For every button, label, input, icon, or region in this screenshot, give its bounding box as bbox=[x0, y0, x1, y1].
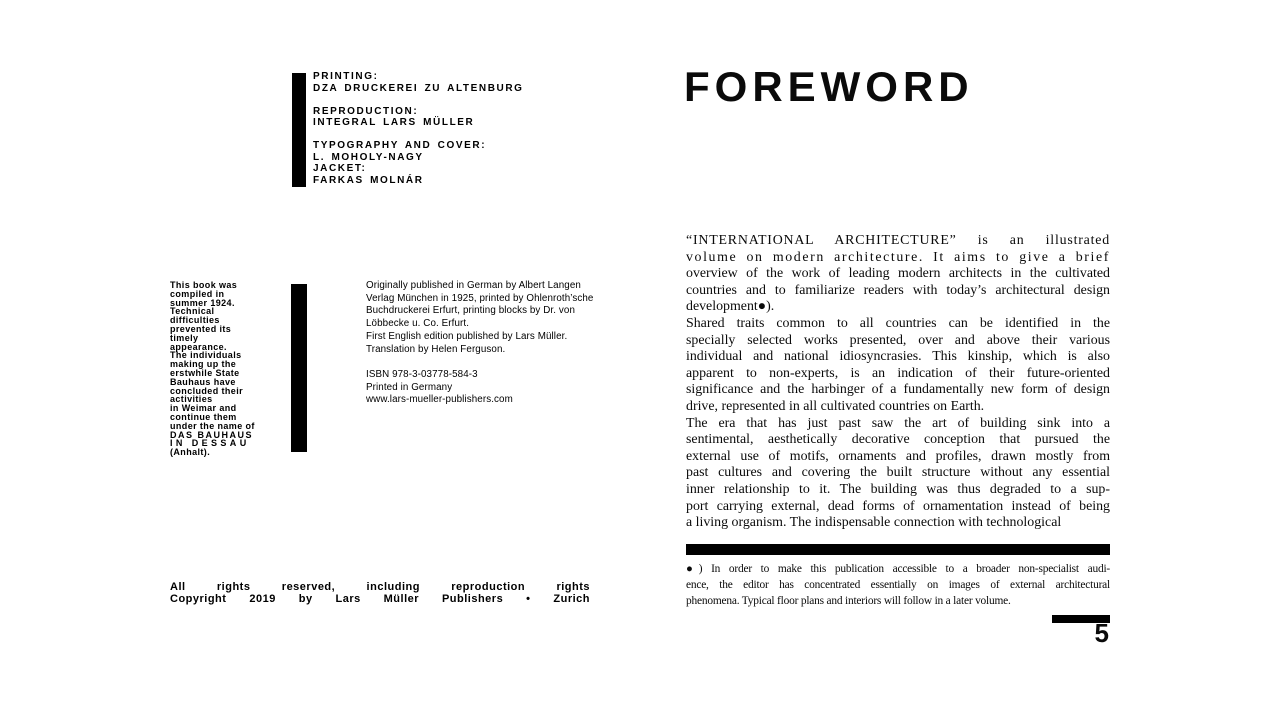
text-line: FARKAS MOLNÁR bbox=[313, 174, 424, 186]
text-line: continue them bbox=[170, 411, 237, 422]
text-line: port carrying external, dead forms of ornamentation instead of being bbox=[686, 498, 1110, 514]
publication-note bbox=[366, 280, 593, 407]
text-line: IN DESSAU bbox=[170, 438, 250, 449]
text-line: This book was bbox=[170, 280, 238, 290]
text-line: development●). bbox=[686, 299, 775, 315]
text-line: Copyright 2019 by Lars Müller Publishers • Zurich bbox=[170, 593, 590, 606]
text-line: sentimental, aesthetically decorative conception that pursued the bbox=[686, 432, 1110, 448]
text-line: a living organism. The indispensable connection with technological bbox=[686, 515, 1062, 531]
text-line: making up the bbox=[170, 359, 237, 370]
colophon-credits bbox=[313, 71, 524, 186]
text-line: phenomena. Typical floor plans and interiors will follow in a later volume. bbox=[686, 595, 1011, 607]
text-line: past cultures and covering the built structure without any essential bbox=[686, 465, 1110, 481]
text-line: significance and the harbinger of a fundamentally new form of design bbox=[686, 382, 1110, 398]
text-line: timely bbox=[170, 332, 199, 343]
text-line: in Weimar and bbox=[170, 403, 237, 414]
foreword-paragraph-1 bbox=[686, 233, 1110, 316]
text-line: difficulties bbox=[170, 315, 220, 326]
text-line: volume on modern architecture. It aims to give a brief bbox=[686, 249, 1110, 265]
text-line: DZA DRUCKEREI ZU ALTENBURG bbox=[313, 82, 524, 94]
compiled-note bbox=[170, 281, 290, 457]
text-line: inner relationship to it. The building was thus degraded to a sup- bbox=[686, 481, 1110, 497]
text-line: countries and to familiarize readers with today’s architectural design bbox=[686, 282, 1110, 298]
text-line bbox=[366, 356, 593, 369]
text-line: concluded their bbox=[170, 385, 244, 396]
text-line: external use of motifs, ornaments and profiles, drawn mostly from bbox=[686, 448, 1110, 464]
text-line: INTEGRAL LARS MÜLLER bbox=[313, 117, 475, 128]
foreword-body bbox=[686, 233, 1110, 532]
text-line bbox=[313, 94, 524, 106]
text-line: Printed in Germany bbox=[366, 381, 453, 393]
text-line: REPRODUCTION: bbox=[313, 105, 419, 117]
text-line: DAS BAUHAUS bbox=[170, 429, 254, 440]
text-line: www.lars-mueller-publishers.com bbox=[366, 394, 513, 406]
text-line: Translation by Helen Ferguson. bbox=[366, 343, 506, 355]
text-line: ISBN 978-3-03778-584-3 bbox=[366, 368, 478, 380]
text-line: under the name of bbox=[170, 420, 255, 431]
foreword-paragraph-3 bbox=[686, 416, 1110, 532]
text-line: Originally published in German by Albert Langen bbox=[366, 280, 581, 291]
colophon-accent-bar bbox=[292, 73, 306, 187]
text-line: erstwhile State bbox=[170, 367, 240, 378]
text-line: “INTERNATIONAL ARCHITECTURE” is an illustrated bbox=[686, 233, 1110, 248]
text-line: ence, the editor has concentrated essentially on images of external architectural bbox=[686, 579, 1110, 591]
text-line: TYPOGRAPHY AND COVER: bbox=[313, 140, 487, 151]
text-line: JACKET: bbox=[313, 163, 367, 174]
footnote-divider-bar bbox=[686, 544, 1110, 555]
text-line: appearance. bbox=[170, 341, 227, 352]
page-title: FOREWORD bbox=[684, 63, 974, 110]
text-line: First English edition published by Lars Müller. bbox=[366, 330, 568, 342]
text-line: specially selected works presented, over and above their various bbox=[686, 332, 1110, 348]
text-line: Technical bbox=[170, 306, 215, 317]
foreword-paragraph-2 bbox=[686, 316, 1110, 416]
text-line: Shared traits common to all countries can be identified in the bbox=[686, 315, 1110, 331]
rights-notice bbox=[170, 581, 590, 606]
text-line: overview of the work of leading modern architects in the cultivated bbox=[686, 266, 1110, 282]
footnote bbox=[686, 561, 1110, 609]
text-line: The era that has just past saw the art of building sink into a bbox=[686, 415, 1110, 431]
text-line: activities bbox=[170, 394, 213, 405]
text-line: summer 1924. bbox=[170, 297, 235, 308]
text-line: prevented its bbox=[170, 323, 232, 334]
text-line: ●) In order to make this publication accessible to a broader non-specialist audi- bbox=[686, 563, 1110, 575]
text-line bbox=[313, 129, 524, 141]
text-line: Löbbecke u. Co. Erfurt. bbox=[366, 318, 470, 330]
text-line: Verlag München in 1925, printed by Ohlenroth’sche bbox=[366, 292, 594, 304]
text-line: individual and national idiosyncrasies. This kinship, which is also bbox=[686, 349, 1110, 365]
page-number: 5 bbox=[1094, 618, 1110, 648]
text-line: Buchdruckerei Erfurt, printing blocks by Dr. von bbox=[366, 305, 575, 317]
text-line: All rights reserved, including reproduction rights bbox=[170, 581, 590, 593]
text-line: Bauhaus have bbox=[170, 376, 236, 387]
text-line: L. MOHOLY-NAGY bbox=[313, 151, 424, 163]
text-line: apparent to non-experts, is an indication of their future-oriented bbox=[686, 365, 1110, 381]
text-line: PRINTING: bbox=[313, 71, 379, 82]
compiled-note-accent-bar bbox=[291, 284, 307, 452]
text-line: compiled in bbox=[170, 288, 225, 299]
text-line: drive, represented in all cultivated countries on Earth. bbox=[686, 398, 985, 414]
text-line: The individuals bbox=[170, 350, 242, 361]
text-line: (Anhalt). bbox=[170, 447, 211, 458]
